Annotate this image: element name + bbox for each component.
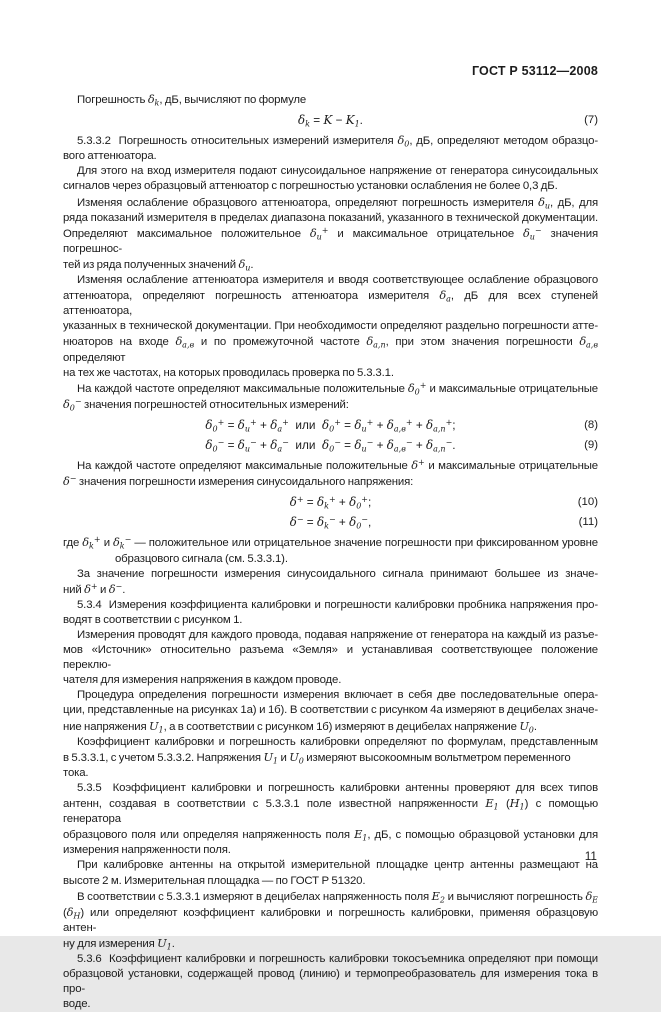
formula-number: (7) — [584, 114, 598, 127]
text-line: в 5.3.3.1, с учетом 5.3.3.2. Напряжения $U_1$ и $U_0$ измеряют высокоомным вольтметром переменного тока. — [63, 749, 571, 779]
text-line: тей из ряда полученных значений $\delta_и$. — [63, 256, 254, 273]
formula-block — [63, 495, 598, 510]
text-line: высоте 2 м. Измерительная площадка — по ГОСТ Р 51320. — [63, 874, 366, 887]
formula-body: $\delta_0^+ = \delta_и^+ + \delta_а^+$ или $\delta_0^+ = \delta_и^+ + \delta_{а,в}^+ + \delta_{а,п}^+$; — [205, 417, 456, 434]
text-line: указанных в технической документации. При необходимости определяют раздельно погрешности атте- — [63, 320, 598, 333]
standard-code-header: ГОСТ Р 53112—2008 — [471, 64, 598, 78]
text-line: на тех же частотах, на которых проводилась проверка по 5.3.3.1. — [63, 366, 394, 379]
formula-block — [63, 515, 598, 530]
text-line: измерения напряженности поля. — [63, 844, 231, 857]
paragraph — [63, 628, 598, 688]
page-number: 11 — [584, 849, 597, 863]
paragraph — [63, 92, 598, 108]
text-line: Изменяя ослабление образцового аттенюатора, определяют погрешность измерителя $\delta_и$, дБ, для — [77, 194, 598, 211]
text-line: чателя для измерения напряжения в каждом проводе. — [63, 674, 342, 687]
formula-number: (11) — [578, 516, 598, 529]
text-line: образцового сигнала (см. 5.3.3.1). — [115, 552, 288, 565]
paragraph — [63, 273, 598, 381]
text-line: ние напряжения $U_1$, а в соответствии с рисунком 1б) измеряют в децибелах напряжение $U_0$. — [63, 718, 537, 735]
paragraph — [63, 195, 598, 273]
text-line: ции, представленные на рисунках 1а) и 1б). В соответствии с рисунком 4а измеряют в децибелах значе- — [63, 704, 598, 717]
text-line: воде. — [63, 998, 91, 1011]
paragraph — [63, 567, 598, 598]
paragraph — [63, 889, 598, 952]
text-line: ний δ+ и δ−. — [63, 581, 126, 596]
paragraph — [63, 688, 598, 734]
document-body — [63, 92, 598, 1012]
formula-number: (10) — [577, 496, 598, 509]
formula-body: $\delta^- = \delta_k^- + \delta_0^-$, — [289, 515, 372, 531]
text-line: 5.3.3.2 Погрешность относительных измерений измерителя $\delta_0$, дБ, определяют методом образцо- — [77, 133, 598, 149]
paragraph — [63, 952, 598, 1012]
text-line: Для этого на вход измерителя подают синусоидальное напряжение от генератора синусоидальных — [77, 165, 598, 178]
text-line: За значение погрешности измерения синусоидального сигнала принимают большее из значе- — [77, 567, 598, 580]
paragraph — [63, 735, 598, 781]
text-line: вого аттенюатора. — [63, 150, 157, 163]
formula-number: (8) — [584, 418, 598, 431]
text-line: антенн, создавая в соответствии с 5.3.3.1 поле известной напряженности $E_1$ $(H_1)$ с помощью генератора — [63, 796, 598, 826]
text-line: водят в соответствии с рисунком 1. — [63, 613, 243, 626]
text-line: На каждой частоте определяют максимальные положительные $\delta_0^+$ и максимальные отрицательные — [77, 380, 598, 397]
text-line: 5.3.6 Коэффициент калибровки и погрешность калибровки токосъемника определяют при помощи — [77, 952, 598, 965]
formula-body: $\delta_0^- = \delta_и^- + \delta_а^-$ или $\delta_0^- = \delta_и^- + \delta_{а,в}^- + \delta_{а,п}^-$. — [205, 437, 456, 454]
text-line: образцового поля или определяя напряженность поля $E_1$, дБ, с помощью образцовой установки для — [63, 827, 598, 843]
text-line: Определяют максимальное положительное $\delta_и^+$ и максимальное отрицательное $\delta_и^-$ значения погрешнос- — [63, 225, 599, 255]
paragraph — [63, 164, 598, 194]
text-line: В соответствии с 5.3.3.1 измеряют в децибелах напряженность поля $E_2$ и вычисляют погрешность $\delta_E$ — [77, 888, 598, 905]
text-line: образцовой установки, содержащей провод (линию) и термопреобразователь для измерения тока в про- — [63, 968, 598, 996]
formula-body: $\delta_k = K - K_1$. — [298, 113, 363, 129]
formula-number: (9) — [584, 438, 598, 451]
text-line: Коэффициент калибровки и погрешность калибровки определяют по формулам, представленным — [77, 735, 598, 748]
text-line: Изменяя ослабление аттенюатора измерителя и вводя соответствующее ослабление образцового — [77, 274, 598, 287]
paragraph — [63, 781, 598, 858]
text-line: где $\delta_k^+$ и $\delta_k^-$ — положительное или отрицательное значение погрешности при фиксированном уровне — [63, 535, 598, 551]
text-line: сигналов через образцовый аттенюатор с погрешностью установки ослабления не более 0,3 дБ. — [63, 180, 558, 193]
text-line: Погрешность $\delta_k$, дБ, вычисляют по формуле — [77, 92, 307, 108]
formula-block — [63, 418, 598, 433]
text-line: аттенюатора, определяют погрешность аттенюатора измерителя $\delta_а$, дБ для всех ступеней аттенюатора, — [63, 288, 598, 318]
text-line: δ− значения погрешности измерения синусоидального напряжения: — [63, 474, 414, 489]
formula-body: $\delta^+ = \delta_k^+ + \delta_0^+$; — [289, 495, 372, 511]
text-line: На каждой частоте определяют максимальные положительные δ+ и максимальные отрицательные — [77, 458, 598, 473]
text-line: $(\delta_H)$ или определяют коэффициент калибровки и погрешность калибровки, применяя образцовую антен- — [63, 904, 598, 934]
paragraph — [63, 858, 598, 888]
text-line: 5.3.5 Коэффициент калибровки и погрешность калибровки антенны проверяют для всех типов — [77, 781, 598, 794]
paragraph — [63, 133, 598, 164]
text-line: ряда показаний измерителя в пределах диапазона показаний, указанного в технической документации. — [63, 211, 598, 224]
formula-block — [63, 438, 598, 453]
text-line: нюаторов на входе $\delta_{а,в}$ и по промежуточной частоте $\delta_{а,п}$, при этом значения погрешности $\delta_{а,в}$ определяют — [63, 334, 598, 364]
text-line: При калибровке антенны на открытой измерительной площадке центр антенны размещают на — [77, 859, 598, 872]
text-line: $\delta_0^-$ значения погрешностей относительных измерений: — [63, 396, 349, 413]
text-line: ну для измерения $U_1$. — [63, 935, 175, 952]
text-line: мов «Источник» относительно разъема «Земля» и устанавливая соответствующее положение переклю- — [63, 644, 598, 672]
document-content — [63, 64, 598, 1012]
text-line: Измерения проводят для каждого провода, подавая напряжение от генератора на каждый из разъе- — [77, 629, 598, 641]
text-line: Процедура определения погрешности измерения включает в себя две последовательные опера- — [77, 689, 598, 702]
paragraph — [63, 535, 598, 566]
paragraph — [63, 458, 598, 490]
paragraph — [63, 598, 598, 628]
text-line: 5.3.4 Измерения коэффициента калибровки и погрешности калибровки пробника напряжения про- — [77, 598, 598, 611]
paragraph — [63, 381, 598, 413]
formula-block — [63, 113, 598, 128]
